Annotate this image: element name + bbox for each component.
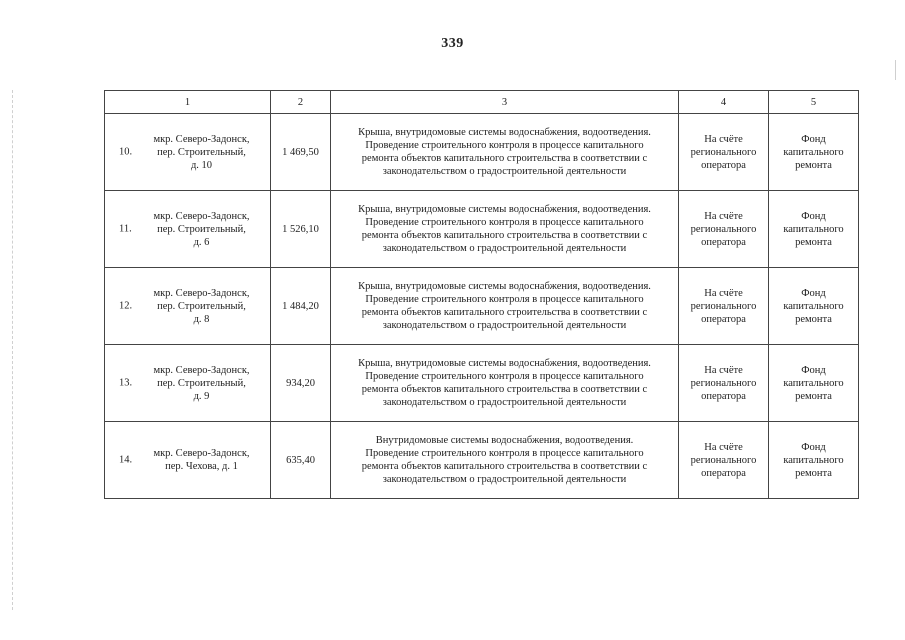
address-line: д. 10 xyxy=(190,159,213,171)
source-line: ремонта xyxy=(795,159,832,171)
works-line: Крыша, внутридомовые системы водоснабжения, водоотведения. xyxy=(358,281,651,292)
source-line: капитального xyxy=(783,223,844,235)
row-number: 14. xyxy=(119,454,133,466)
funds-line: оператора xyxy=(701,467,746,479)
works-line: Крыша, внутридомовые системы водоснабжения, водоотведения. xyxy=(358,127,651,138)
funds-line: регионального xyxy=(690,146,757,158)
address-line: пер. Чехова, д. 1 xyxy=(165,461,238,472)
works-cell xyxy=(331,422,679,499)
area-cell: 1 526,10 xyxy=(271,191,331,268)
funds-line: На счёте xyxy=(704,441,743,453)
funding-source-cell xyxy=(769,268,859,345)
address-line: д. 9 xyxy=(193,390,210,402)
row-number: 12. xyxy=(119,300,133,312)
address-line: мкр. Северо-Задонск, xyxy=(153,210,250,222)
funds-line: оператора xyxy=(701,390,746,402)
source-line: капитального xyxy=(783,146,844,158)
works-line: Проведение строительного контроля в процессе капитального xyxy=(365,448,644,459)
works-line: ремонта объектов капитального строительства в соответствии с xyxy=(361,461,648,472)
funds-location-cell xyxy=(679,345,769,422)
row-number: 10. xyxy=(119,146,133,158)
source-line: Фонд xyxy=(801,441,826,453)
address-line: пер. Строительный, xyxy=(157,146,246,158)
works-line: Внутридомовые системы водоснабжения, водоотведения. xyxy=(375,435,634,446)
column-header-3: 3 xyxy=(331,91,679,114)
column-header-2: 2 xyxy=(271,91,331,114)
scan-margin-mark xyxy=(12,90,14,610)
source-line: Фонд xyxy=(801,364,826,376)
funds-line: регионального xyxy=(690,223,757,235)
works-line: законодательством о градостроительной деятельности xyxy=(382,166,627,177)
funds-location-cell xyxy=(679,422,769,499)
address-line: пер. Строительный, xyxy=(157,223,246,235)
works-line: законодательством о градостроительной деятельности xyxy=(382,474,627,485)
address-cell xyxy=(105,268,271,345)
address-line: д. 6 xyxy=(193,236,210,248)
address-line: пер. Строительный, xyxy=(157,300,246,312)
works-line: ремонта объектов капитального строительства в соответствии с xyxy=(361,384,648,395)
table-row xyxy=(105,422,859,499)
address-line: мкр. Северо-Задонск, xyxy=(153,448,250,459)
address-line: мкр. Северо-Задонск, xyxy=(153,364,250,376)
funds-line: оператора xyxy=(701,313,746,325)
area-cell: 635,40 xyxy=(271,422,331,499)
works-line: Проведение строительного контроля в процессе капитального xyxy=(365,294,644,305)
works-line: Крыша, внутридомовые системы водоснабжения, водоотведения. xyxy=(358,358,651,369)
source-line: ремонта xyxy=(795,390,832,402)
funds-line: На счёте xyxy=(704,133,743,145)
column-header-5: 5 xyxy=(769,91,859,114)
address-cell xyxy=(105,345,271,422)
source-line: ремонта xyxy=(795,236,832,248)
column-header-1: 1 xyxy=(105,91,271,114)
funds-line: На счёте xyxy=(704,287,743,299)
address-text xyxy=(109,133,266,172)
table-row xyxy=(105,345,859,422)
scan-margin-mark-right xyxy=(895,60,897,80)
funds-line: регионального xyxy=(690,377,757,389)
funding-source-cell xyxy=(769,114,859,191)
source-line: Фонд xyxy=(801,133,826,145)
area-cell: 1 484,20 xyxy=(271,268,331,345)
address-text xyxy=(109,287,266,326)
funds-line: оператора xyxy=(701,236,746,248)
address-line: пер. Строительный, xyxy=(157,377,246,389)
funds-location-cell xyxy=(679,191,769,268)
funding-source-cell xyxy=(769,422,859,499)
address-text xyxy=(109,447,266,473)
works-line: ремонта объектов капитального строительства в соответствии с xyxy=(361,230,648,241)
table-row xyxy=(105,114,859,191)
works-cell xyxy=(331,345,679,422)
works-cell xyxy=(331,268,679,345)
works-line: ремонта объектов капитального строительства в соответствии с xyxy=(361,153,648,164)
funds-line: На счёте xyxy=(704,364,743,376)
repair-works-table xyxy=(104,90,859,499)
works-cell xyxy=(331,191,679,268)
funds-line: оператора xyxy=(701,159,746,171)
works-cell xyxy=(331,114,679,191)
funds-line: регионального xyxy=(690,300,757,312)
header-row xyxy=(105,91,859,114)
works-line: Проведение строительного контроля в процессе капитального xyxy=(365,140,644,151)
page-number: 339 xyxy=(441,36,464,51)
area-cell: 934,20 xyxy=(271,345,331,422)
address-line: мкр. Северо-Задонск, xyxy=(153,287,250,299)
address-line: мкр. Северо-Задонск, xyxy=(153,133,250,145)
address-text xyxy=(109,210,266,249)
address-text xyxy=(109,364,266,403)
address-cell xyxy=(105,114,271,191)
column-header-4: 4 xyxy=(679,91,769,114)
table-row xyxy=(105,268,859,345)
works-line: законодательством о градостроительной деятельности xyxy=(382,397,627,408)
area-cell: 1 469,50 xyxy=(271,114,331,191)
source-line: капитального xyxy=(783,454,844,466)
works-line: Крыша, внутридомовые системы водоснабжения, водоотведения. xyxy=(358,204,651,215)
funds-location-cell xyxy=(679,268,769,345)
source-line: капитального xyxy=(783,377,844,389)
funds-location-cell xyxy=(679,114,769,191)
funding-source-cell xyxy=(769,345,859,422)
address-cell xyxy=(105,422,271,499)
source-line: ремонта xyxy=(795,313,832,325)
funds-line: регионального xyxy=(690,454,757,466)
funds-line: На счёте xyxy=(704,210,743,222)
row-number: 11. xyxy=(119,223,132,235)
works-line: ремонта объектов капитального строительства в соответствии с xyxy=(361,307,648,318)
address-line: д. 8 xyxy=(193,313,210,325)
works-line: законодательством о градостроительной деятельности xyxy=(382,320,627,331)
source-line: Фонд xyxy=(801,210,826,222)
table-row xyxy=(105,191,859,268)
works-line: Проведение строительного контроля в процессе капитального xyxy=(365,371,644,382)
works-line: Проведение строительного контроля в процессе капитального xyxy=(365,217,644,228)
source-line: Фонд xyxy=(801,287,826,299)
source-line: ремонта xyxy=(795,467,832,479)
works-line: законодательством о градостроительной деятельности xyxy=(382,243,627,254)
source-line: капитального xyxy=(783,300,844,312)
address-cell xyxy=(105,191,271,268)
funding-source-cell xyxy=(769,191,859,268)
row-number: 13. xyxy=(119,377,133,389)
